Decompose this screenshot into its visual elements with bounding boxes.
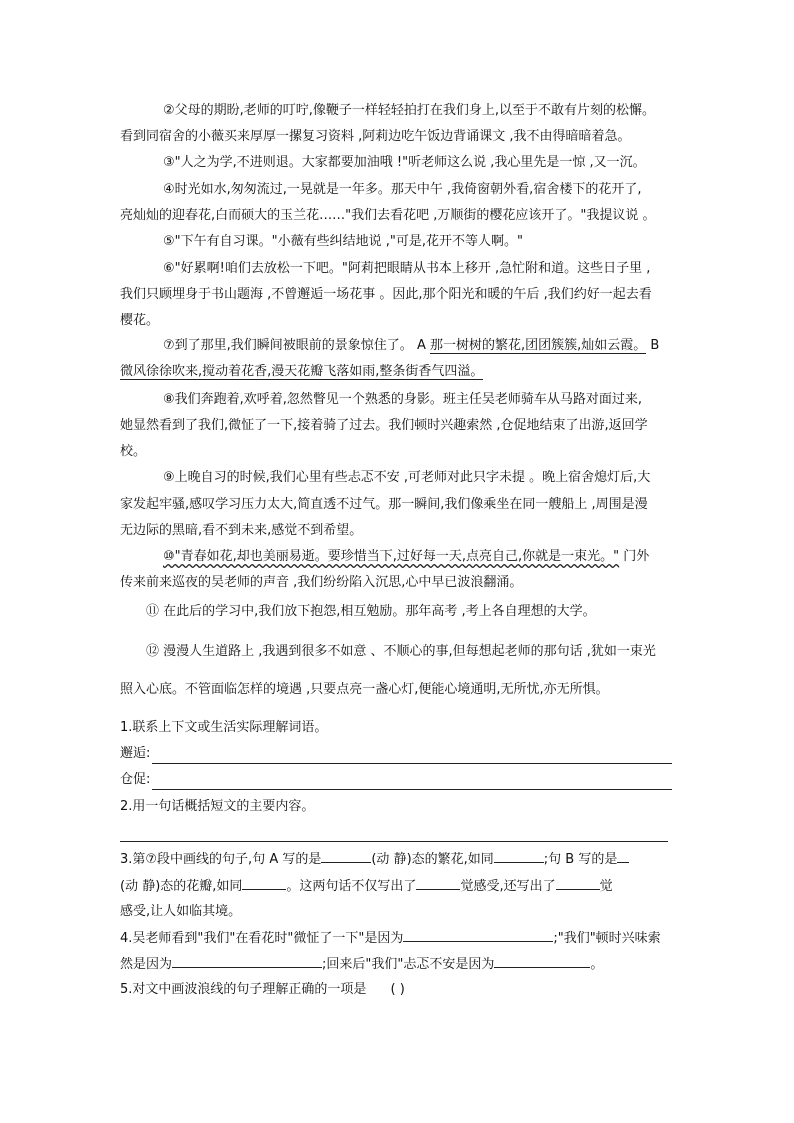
question-3-line-1 — [120, 850, 629, 869]
question-3-text-3: ;句 B 写的是 — [543, 852, 618, 867]
question-3-blank-5[interactable] — [416, 877, 460, 890]
paragraph-9-line-1: ⑨上晚自习的时候,我们心里有些忐忑不安 ,可老师对此只字未提 。晚上宿舍熄灯后,大 — [163, 470, 651, 485]
sentence-a-underlined: 那一树树的繁花,团团簇簇,灿如云霞。 — [429, 338, 647, 353]
paragraph-6-line-1: ⑥"好累啊!咱们去放松一下吧。"阿莉把眼睛从书本上移开 ,急忙附和道。这些日子里 , — [163, 261, 651, 276]
sentence-b-label: B — [650, 338, 660, 353]
paragraph-5: ⑤"下午有自习课。"小薇有些纠结地说 ,"可是,花开不等人啊。" — [163, 234, 523, 249]
paragraph-12-line-2: 照入心底。不管面临怎样的境遇 ,只要点亮一盏心灯,便能心境通明,无所忧,亦无所惧。 — [120, 682, 609, 697]
question-5-answer-bracket[interactable]: ( ) — [390, 982, 405, 997]
question-3-line-2 — [120, 877, 613, 896]
question-4-text-2: ;"我们"顿时兴味索 — [553, 931, 661, 946]
question-5 — [120, 981, 405, 999]
paragraph-9-line-3: 无边际的黑暗,看不到未来,感觉不到希望。 — [120, 523, 363, 538]
paragraph-10-line-2: 传来前来巡夜的吴老师的声音 ,我们纷纷陷入沉思,心中早已波浪翻涌。 — [120, 575, 523, 590]
question-4-blank-2[interactable] — [172, 955, 322, 968]
paragraph-7-line-1 — [163, 337, 659, 355]
wavy-underlined-sentence: ⑩"青春如花,却也美丽易逝。要珍惜当下,过好每一天,点亮自己,你就是一束光。" — [163, 549, 620, 564]
question-1-word-1-label: 邂逅: — [120, 746, 151, 761]
paragraph-7-intro: ⑦到了那里,我们瞬间被眼前的景象惊住了。 — [163, 338, 413, 353]
question-5-stem: 5.对文中画波浪线的句子理解正确的一项是 — [120, 982, 367, 997]
question-4-text-3: 然是因为 — [120, 957, 173, 972]
sentence-a-label: A — [416, 338, 426, 353]
question-3-text-5: 。这两句话不仅写出了 — [286, 879, 417, 894]
paragraph-4-line-2: 亮灿灿的迎春花,白而硕大的玉兰花……"我们去看花吧 ,万顺街的樱花应该开了。"我提议说 。 — [120, 208, 656, 223]
question-3-text-6: 觉感受,还写出了 — [460, 879, 556, 894]
question-3-text-4: (动 静)态的花瓣,如同 — [120, 879, 243, 894]
question-3-blank-2[interactable] — [494, 850, 544, 863]
paragraph-3: ③"人之为学,不进则退。大家都要加油哦 !"听老师这么说 ,我心里先是一惊 ,又一沉。 — [163, 155, 646, 170]
question-2-stem: 2.用一句话概括短文的主要内容。 — [120, 799, 315, 814]
question-1-word-2-answer-line[interactable] — [152, 789, 672, 790]
question-2-answer-line[interactable] — [120, 841, 668, 842]
question-4-text-4: ;回来后"我们"忐忑不安是因为 — [322, 957, 495, 972]
question-3-line-3: 感受,让人如临其境。 — [120, 904, 242, 919]
question-4-line-2 — [120, 955, 603, 974]
question-4-blank-3[interactable] — [494, 955, 590, 968]
paragraph-2-line-1: ②父母的期盼,老师的叮咛,像鞭子一样轻轻拍打在我们身上,以至于不敢有片刻的松懈。 — [163, 103, 656, 118]
question-3-blank-4[interactable] — [242, 877, 286, 890]
question-3-blank-3[interactable] — [617, 850, 629, 863]
paragraph-10-line-1 — [163, 548, 649, 566]
paragraph-7-line-2 — [120, 363, 483, 381]
question-1-word-2-label: 仓促: — [120, 772, 151, 787]
paragraph-8-line-2: 她显然看到了我们,微怔了一下,接着骑了过去。我们顿时兴趣索然 ,仓促地结束了出游,返回学 — [120, 418, 648, 433]
question-3-text-1: 3.第⑦段中画线的句子,句 A 写的是 — [120, 852, 322, 867]
paragraph-12-line-1: ⑫ 漫漫人生道路上 ,我遇到很多不如意 、不顺心的事,但每想起老师的那句话 ,犹如一束光 — [146, 644, 656, 659]
paragraph-11: ⑪ 在此后的学习中,我们放下抱怨,相互勉励。那年高考 ,考上各自理想的大学。 — [146, 604, 596, 619]
question-3-text-7: 觉 — [599, 879, 613, 894]
paragraph-9-line-2: 家发起牢骚,感叹学习压力太大,简直透不过气。那一瞬间,我们像乘坐在同一艘船上 ,周围是漫 — [120, 497, 648, 512]
question-4-text-5: 。 — [590, 957, 604, 972]
paragraph-6-line-3: 樱花。 — [120, 313, 160, 328]
sentence-b-underlined: 微风徐徐吹来,搅动着花香,漫天花瓣飞落如雨,整条街香气四溢。 — [120, 364, 484, 379]
paragraph-4-line-1: ④时光如水,匆匆流过,一晃就是一年多。那天中午 ,我倚窗朝外看,宿舍楼下的花开了, — [163, 182, 642, 197]
paragraph-8-line-1: ⑧我们奔跑着,欢呼着,忽然瞥见一个熟悉的身影。班主任吴老师骑车从马路对面过来, — [163, 392, 643, 407]
paragraph-8-line-3: 校。 — [120, 444, 147, 459]
question-1-word-1-answer-line[interactable] — [152, 763, 672, 764]
paragraph-10-rest: 门外 — [619, 549, 650, 564]
paragraph-6-line-2: 我们只顾埋身于书山题海 ,不曾邂逅一场花事 。因此,那个阳光和暖的午后 ,我们约好一起去看 — [120, 287, 652, 302]
question-4-blank-1[interactable] — [403, 929, 553, 942]
question-4-line-1 — [120, 929, 661, 948]
question-1-stem: 1.联系上下文或生活实际理解词语。 — [120, 720, 328, 735]
question-3-blank-1[interactable] — [321, 850, 371, 863]
paragraph-2-line-2: 看到同宿舍的小薇买来厚厚一摞复习资料 ,阿莉边吃午饭边背诵课文 ,我不由得暗暗着急。 — [120, 129, 631, 144]
question-3-blank-6[interactable] — [556, 877, 600, 890]
question-3-text-2: (动 静)态的繁花,如同 — [371, 852, 494, 867]
question-4-text-1: 4.吴老师看到"我们"在看花时"微怔了一下"是因为 — [120, 931, 404, 946]
